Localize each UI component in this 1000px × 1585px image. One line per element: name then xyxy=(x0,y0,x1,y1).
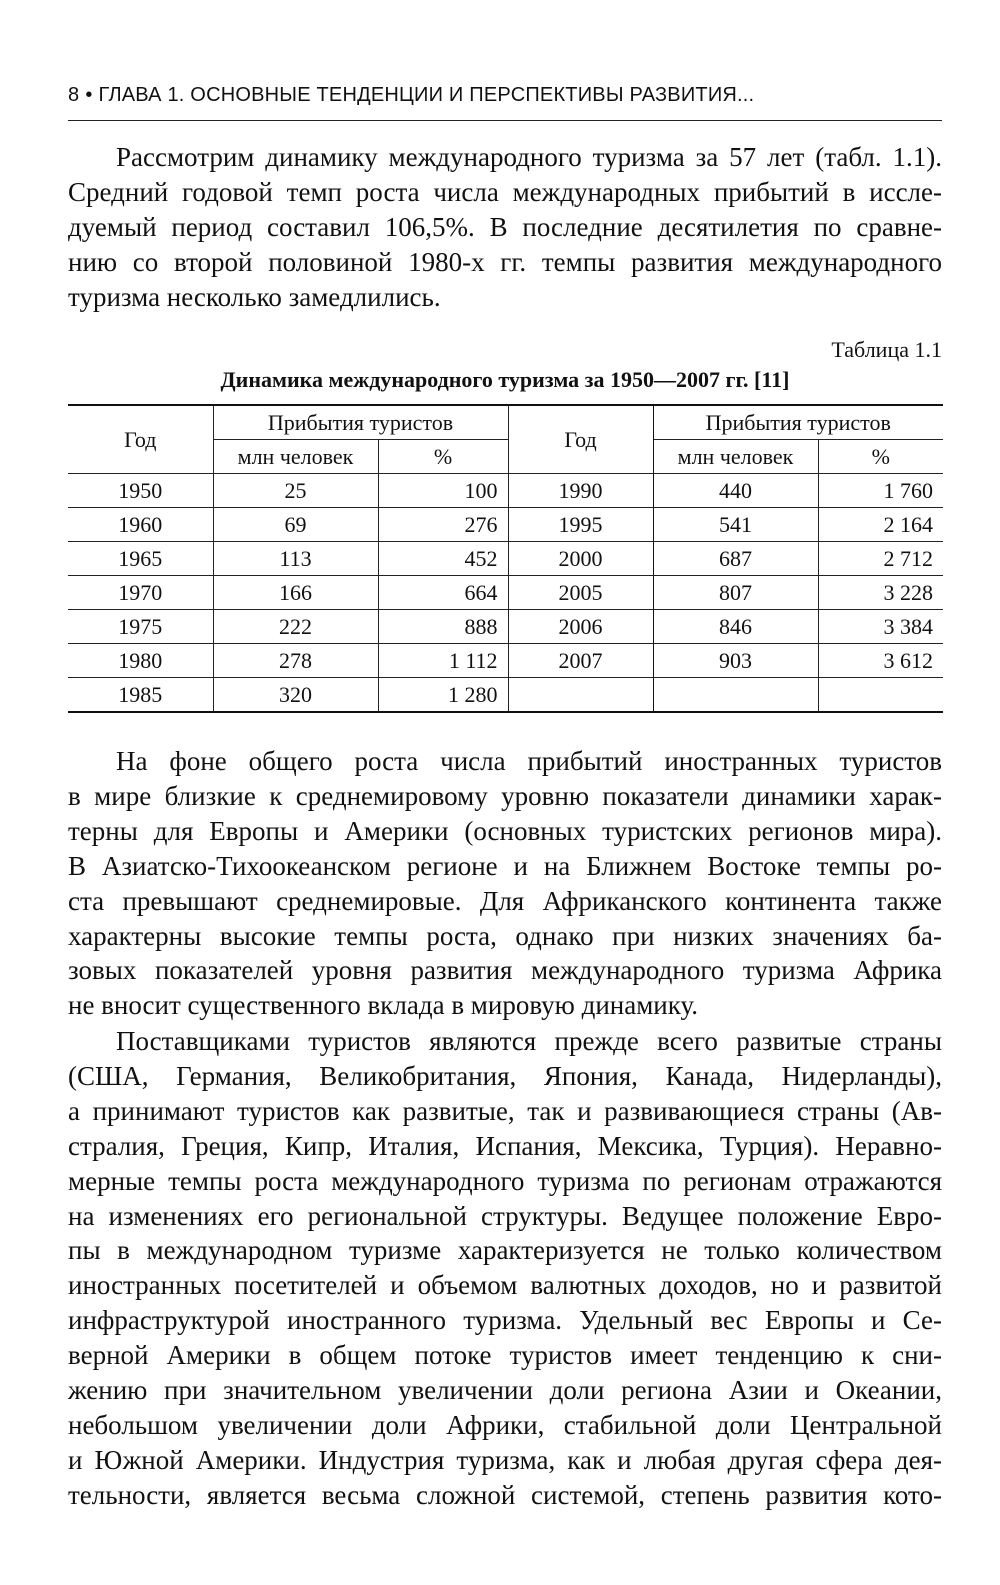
text-line: Средний годовой темп роста числа международных прибытий в иссле- xyxy=(68,176,942,207)
year-cell: 1990 xyxy=(508,474,653,508)
millions-cell: 166 xyxy=(213,576,378,610)
table-row xyxy=(68,474,943,508)
page-number: 8 xyxy=(68,84,80,106)
year-cell: 2007 xyxy=(508,644,653,678)
year-cell: 2005 xyxy=(508,576,653,610)
header-millions: млн человек xyxy=(213,440,378,474)
percent-cell: 2 164 xyxy=(818,508,943,542)
text-line: пы в международном туризме характеризуется не только количеством xyxy=(68,1235,942,1266)
table-row xyxy=(68,576,943,610)
text-line: и Южной Америки. Индустрия туризма, как и любая другая сфера дея- xyxy=(68,1444,942,1475)
text-line: а принимают туристов как развитые, так и развивающиеся страны (Ав- xyxy=(68,1095,942,1126)
text-line: (США, Германия, Великобритания, Япония, Канада, Нидерланды), xyxy=(68,1060,942,1091)
text-line: Поставщиками туристов являются прежде всего развитые страны xyxy=(116,1026,942,1056)
year-cell: 1950 xyxy=(68,474,213,508)
percent-cell: 1 760 xyxy=(818,474,943,508)
text-line: тельности, является весьма сложной системой, степень развития кото- xyxy=(68,1479,942,1510)
header-millions: млн человек xyxy=(653,440,818,474)
table-header-row xyxy=(68,405,943,440)
text-line: в мире близкие к среднемировому уровню показатели динамики харак- xyxy=(68,780,942,811)
millions-cell: 320 xyxy=(213,678,378,713)
year-cell: 1965 xyxy=(68,542,213,576)
percent-cell: 3 384 xyxy=(818,610,943,644)
text-line: небольшом увеличении доли Африки, стабильной доли Центральной xyxy=(68,1409,942,1440)
text-line: жению при значительном увеличении доли региона Азии и Океании, xyxy=(68,1375,942,1406)
millions-cell: 903 xyxy=(653,644,818,678)
percent-cell: 452 xyxy=(378,542,508,576)
header-percent: % xyxy=(378,440,508,474)
text-line: иностранных посетителей и объемом валютных доходов, но и развитой xyxy=(68,1270,942,1301)
header-rule xyxy=(68,120,942,121)
table-row xyxy=(68,610,943,644)
text-line: не вносит существенного вклада в мировую динамику. xyxy=(68,990,699,1021)
millions-cell: 440 xyxy=(653,474,818,508)
text-line: верной Америки в общем потоке туристов имеет тенденцию к сни- xyxy=(68,1340,942,1371)
table-label: Таблица 1.1 xyxy=(831,337,942,362)
text-line: терны для Европы и Америки (основных туристских регионов мира). xyxy=(68,815,942,846)
millions-cell: 69 xyxy=(213,508,378,542)
table-row xyxy=(68,644,943,678)
header-arrivals: Прибытия туристов xyxy=(213,405,508,440)
percent-cell: 1 280 xyxy=(378,678,508,713)
table-row xyxy=(68,678,943,713)
millions-cell: 846 xyxy=(653,610,818,644)
header-year: Год xyxy=(508,405,653,474)
millions-cell: 807 xyxy=(653,576,818,610)
text-line: Рассмотрим динамику международного туризма за 57 лет (табл. 1.1). xyxy=(116,142,942,172)
percent-cell: 276 xyxy=(378,508,508,542)
intro-paragraph xyxy=(68,140,942,315)
text-line: ста превышают среднемировые. Для Африканского континента также xyxy=(68,885,942,916)
percent-cell: 664 xyxy=(378,576,508,610)
paragraph-regions xyxy=(68,744,942,1023)
percent-cell: 1 112 xyxy=(378,644,508,678)
percent-cell: 100 xyxy=(378,474,508,508)
millions-cell: 222 xyxy=(213,610,378,644)
bullet-icon: • xyxy=(85,84,93,106)
year-cell xyxy=(508,678,653,713)
millions-cell: 687 xyxy=(653,542,818,576)
text-line: нию со второй половиной 1980-х гг. темпы развития международного xyxy=(68,246,942,277)
year-cell: 1995 xyxy=(508,508,653,542)
year-cell: 2006 xyxy=(508,610,653,644)
year-cell: 1980 xyxy=(68,644,213,678)
chapter-title: ГЛАВА 1. ОСНОВНЫЕ ТЕНДЕНЦИИ И ПЕРСПЕКТИВЫ РАЗВИТИЯ... xyxy=(98,84,755,106)
year-cell: 1975 xyxy=(68,610,213,644)
text-line: мерные темпы роста международного туризма по регионам отражаются xyxy=(68,1165,942,1196)
millions-cell: 113 xyxy=(213,542,378,576)
text-line: зовых показателей уровня развития международного туризма Африка xyxy=(68,955,942,986)
percent-cell: 888 xyxy=(378,610,508,644)
paragraph-suppliers xyxy=(68,1024,942,1513)
header-arrivals: Прибытия туристов xyxy=(653,405,943,440)
text-line: стралия, Греция, Кипр, Италия, Испания, Мексика, Турция). Неравно- xyxy=(68,1130,942,1161)
year-cell: 1985 xyxy=(68,678,213,713)
percent-cell: 3 228 xyxy=(818,576,943,610)
table-title: Динамика международного туризма за 1950—2007 гг. [11] xyxy=(220,367,790,392)
text-line: дуемый период составил 106,5%. В последние десятилетия по сравне- xyxy=(68,211,942,242)
millions-cell: 25 xyxy=(213,474,378,508)
millions-cell: 278 xyxy=(213,644,378,678)
text-line: На фоне общего роста числа прибытий иностранных туристов xyxy=(116,746,942,776)
year-cell: 1970 xyxy=(68,576,213,610)
text-line: характерны высокие темпы роста, однако при низких значениях ба- xyxy=(68,920,942,951)
millions-cell: 541 xyxy=(653,508,818,542)
table-row xyxy=(68,508,943,542)
text-line: туризма несколько замедлились. xyxy=(68,281,441,312)
header-year: Год xyxy=(68,405,213,474)
millions-cell xyxy=(653,678,818,713)
text-line: инфраструктурой иностранного туризма. Удельный вес Европы и Се- xyxy=(68,1305,942,1336)
table-row xyxy=(68,542,943,576)
text-line: на изменениях его региональной структуры. Ведущее положение Евро- xyxy=(68,1200,942,1231)
percent-cell: 3 612 xyxy=(818,644,943,678)
year-cell: 2000 xyxy=(508,542,653,576)
tourism-table xyxy=(68,404,943,713)
running-header xyxy=(68,84,940,107)
year-cell: 1960 xyxy=(68,508,213,542)
text-line: В Азиатско-Тихоокеанском регионе и на Ближнем Востоке темпы ро- xyxy=(68,850,942,881)
percent-cell xyxy=(818,678,943,713)
header-percent: % xyxy=(818,440,943,474)
percent-cell: 2 712 xyxy=(818,542,943,576)
